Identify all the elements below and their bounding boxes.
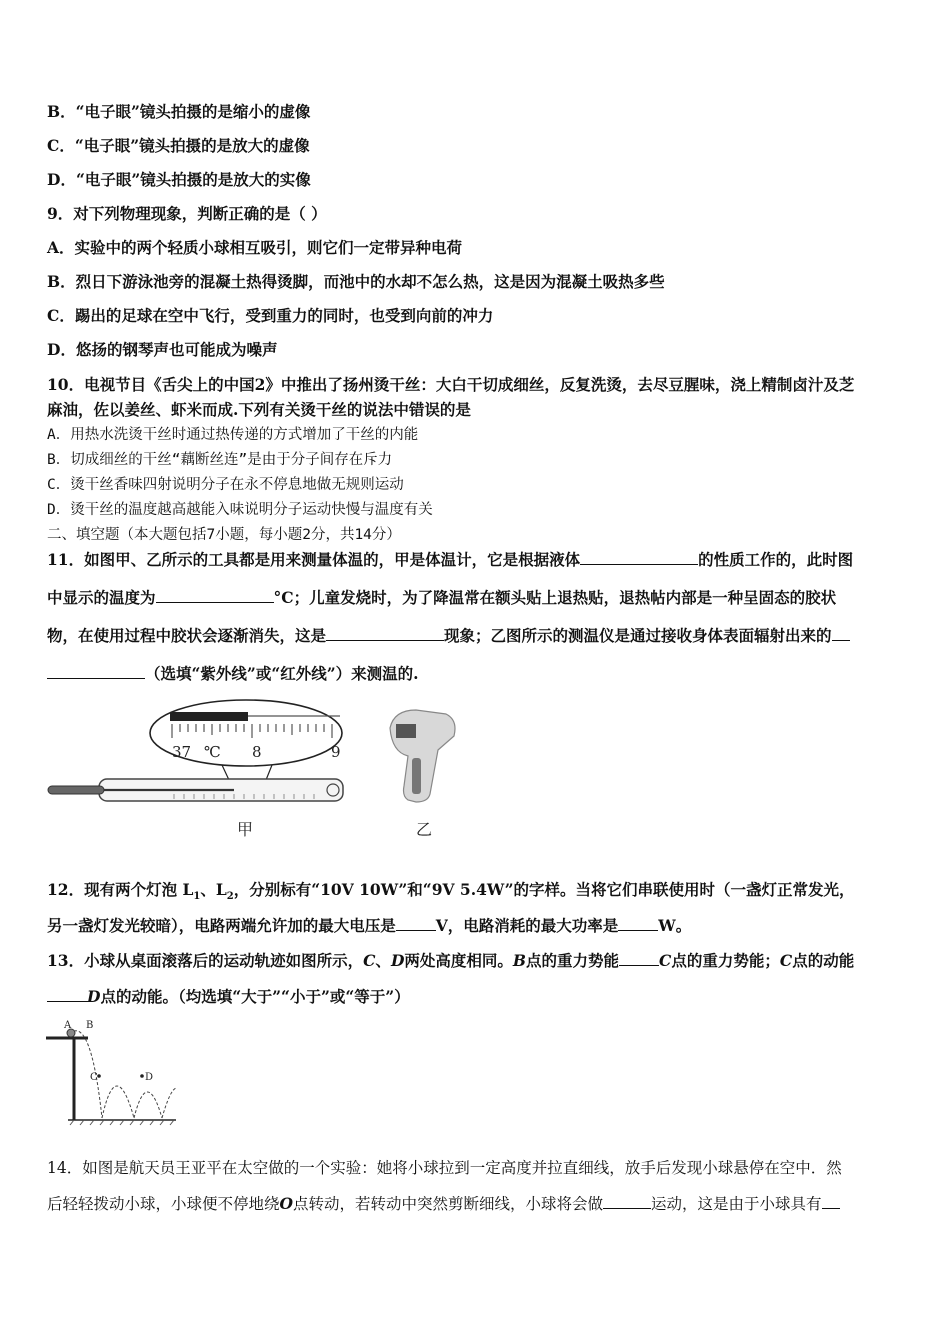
scale-label-8: 8 xyxy=(252,743,262,761)
q10-option-a: A．用热水洗烫干丝时通过热传递的方式增加了干丝的内能 xyxy=(47,427,419,443)
q8-option-b: B．“电子眼”镜头拍摄的是缩小的虚像 xyxy=(47,102,311,121)
q13-text-f: 点的动能。（均选填“大于”“小于”或“等于”） xyxy=(100,987,410,1006)
q13-c1: C xyxy=(363,951,376,970)
q11-line2-text-b: °C；儿童发烧时，为了降温常在额头贴上退热贴，退热帖内部是一种呈固态的胶状 xyxy=(273,588,837,607)
q11-line1-text-a: 11．如图甲、乙所示的工具都是用来测量体温的，甲是体温计，它是根据液体 xyxy=(47,550,581,569)
q10-option-d: D．烫干丝的温度越高越能入味说明分子运动快慢与温度有关 xyxy=(47,502,433,518)
q13-c3: C xyxy=(779,951,793,970)
q11-blank-1[interactable] xyxy=(580,550,698,565)
mercury-column-zoom xyxy=(170,712,248,721)
q10-stem-line2: 麻油，佐以姜丝、虾米而成.下列有关烫干丝的说法中错误的是 xyxy=(47,400,471,419)
q12-line1 xyxy=(47,880,855,907)
q14-text-a: 后轻轻拨动小球，小球便不停地绕 xyxy=(47,1195,280,1213)
q13-text-e: 点的动能 xyxy=(792,951,855,970)
q11-line1-text-b: 的性质工作的，此时图 xyxy=(698,550,854,569)
scale-label-9: 9 xyxy=(331,743,341,761)
q11-line1 xyxy=(47,550,853,570)
q9-option-a: A．实验中的两个轻质小球相互吸引，则它们一定带异种电荷 xyxy=(47,238,463,257)
q11-blank-2[interactable] xyxy=(156,588,274,603)
caption-yi: 乙 xyxy=(416,820,433,839)
q10-stem-line1: 10．电视节目《舌尖上的中国2》中推出了扬州烫干丝：大白干切成细丝，反复洗烫，去尽豆腥味，浇上精制卤汁及芝 xyxy=(47,375,855,394)
q13-line1 xyxy=(47,951,854,971)
q14-o: O xyxy=(279,1194,294,1213)
q13-sep1: 、 xyxy=(375,951,391,970)
trajectory-4 xyxy=(162,1088,176,1118)
q11-line3-text-b: 现象；乙图所示的测温仪是通过接收身体表面辐射出来的 xyxy=(444,626,832,645)
q13-text-d: 点的重力势能； xyxy=(671,951,780,970)
q13-text-c: 点的重力势能 xyxy=(526,951,620,970)
q12-text-e: W。 xyxy=(658,916,692,935)
q12-text-c: 另一盏灯发光较暗），电路两端允许加的最大电压是 xyxy=(47,916,396,935)
q14-blank-1[interactable] xyxy=(603,1194,651,1209)
q11-blank-4-start[interactable] xyxy=(832,626,850,641)
q9-option-b: B．烈日下游泳池旁的混凝土热得烫脚，而池中的水却不怎么热，这是因为混凝土吸热多些 xyxy=(47,272,665,291)
q10-option-c: C．烫干丝香味四射说明分子在永不停息地做无规则运动 xyxy=(47,477,404,493)
q11-line2-text-a: 中显示的温度为 xyxy=(47,588,156,607)
q13-b1: B xyxy=(512,951,527,970)
q11-blank-3[interactable] xyxy=(326,626,444,641)
q9-stem: 9．对下列物理现象，判断正确的是（ ） xyxy=(47,204,327,223)
infrared-thermometer-icon xyxy=(390,710,455,802)
q12-text-sep: 、L xyxy=(200,880,227,899)
section-heading: 二、填空题（本大题包括7小题，每小题2分，共14分） xyxy=(47,527,401,543)
label-B: B xyxy=(86,1020,94,1031)
q8-option-c: C．“电子眼”镜头拍摄的是放大的虚像 xyxy=(47,136,310,155)
q14-text-c: 运动，这是由于小球具有 xyxy=(651,1195,822,1213)
q10-option-b: B．切成细丝的干丝“藕断丝连”是由于分子间存在斥力 xyxy=(47,452,393,468)
q12-text-a: 12．现有两个灯泡 L xyxy=(47,880,194,899)
q13-blank-2[interactable] xyxy=(47,987,87,1002)
q11-blank-4-end[interactable] xyxy=(47,664,145,679)
q12-blank-1[interactable] xyxy=(396,916,436,931)
scale-label-37: 37 xyxy=(172,743,192,761)
q13-c2: C xyxy=(659,951,672,970)
q12-text-b: ，分别标有“10V 10W”和“9V 5.4W”的字样。当将它们串联使用时（一盏灯正常发光， xyxy=(233,880,855,899)
q11-line3 xyxy=(47,626,850,646)
thermometer-bulb xyxy=(48,786,104,794)
label-C: C xyxy=(90,1072,98,1083)
q11-line4 xyxy=(47,664,419,684)
q13-figure xyxy=(44,1016,184,1126)
q13-d1: D xyxy=(390,951,405,970)
q12-line2 xyxy=(47,916,691,936)
q9-option-d: D．悠扬的钢琴声也可能成为噪声 xyxy=(47,340,278,359)
trajectory-3 xyxy=(134,1092,162,1118)
q13-blank-1[interactable] xyxy=(619,951,659,966)
q11-line2 xyxy=(47,588,836,608)
q13-text-a: 13．小球从桌面滚落后的运动轨迹如图所示， xyxy=(47,951,364,970)
q11-figure xyxy=(44,698,464,843)
q11-line4-text: （选填“紫外线”或“红外线”）来测温的. xyxy=(145,664,419,683)
q14-blank-2[interactable] xyxy=(822,1194,840,1209)
q14-text-b: 点转动，若转动中突然剪断细线，小球将会做 xyxy=(293,1195,604,1213)
q8-option-d: D．“电子眼”镜头拍摄的是放大的实像 xyxy=(47,170,311,189)
q14-line2 xyxy=(47,1194,840,1214)
q13-text-b: 两处高度相同。 xyxy=(404,951,513,970)
q13-line2 xyxy=(47,987,410,1007)
caption-jia: 甲 xyxy=(237,820,254,839)
label-D: D xyxy=(145,1072,154,1083)
q14-line1: 14．如图是航天员王亚平在太空做的一个实验：她将小球拉到一定高度并拉直细线，放手后发现小球悬停在空中．然 xyxy=(47,1159,842,1177)
q9-option-c: C．踢出的足球在空中飞行，受到重力的同时，也受到向前的冲力 xyxy=(47,306,494,325)
q12-sub-2: 2 xyxy=(226,891,234,903)
q12-blank-2[interactable] xyxy=(618,916,658,931)
scale-label-unit: ℃ xyxy=(204,743,221,761)
q12-text-d: V，电路消耗的最大功率是 xyxy=(435,916,619,935)
label-A: A xyxy=(64,1020,72,1031)
q11-line3-text-a: 物，在使用过程中胶状会逐渐消失，这是 xyxy=(47,626,327,645)
q12-sub-1: 1 xyxy=(193,891,201,903)
trajectory-1 xyxy=(74,1031,102,1118)
trajectory-2 xyxy=(102,1086,134,1118)
q13-d2: D xyxy=(87,987,101,1006)
